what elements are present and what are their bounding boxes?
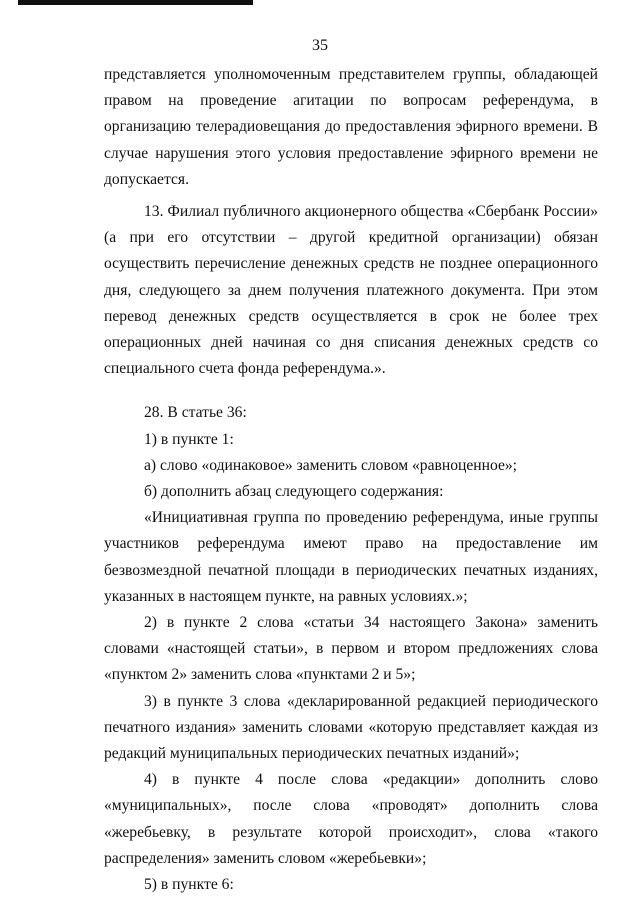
paragraph-subitem-2: 2) в пункте 2 слова «статьи 34 настоящего Закона» заменить словами «настоящей статьи», в первом и втором предложениях слова «пунктом 2» заменить слова «пунктами 2 и 5»; bbox=[104, 614, 598, 684]
paragraph-item-13: 13. Филиал публичного акционерного общества «Сбербанк России» (а при его отсутствии – другой кредитной организации) обязан осуществить перечисление денежных средств не позднее операционного дня, следующего за днем получения платежного документа. При этом перевод денежных средств осуществляется в срок не более трех операционных дней начиная со дня списания денежных средств со специального счета фонда референдума.». bbox=[104, 203, 598, 378]
paragraph-subitem-4: 4) в пункте 4 после слова «редакции» дополнить слово «муниципальных», после слова «проводят» дополнить слова «жеребьевку, в результате которой происходит», слова «такого распределения» заменить словом «жеребьевки»; bbox=[104, 771, 598, 867]
spacer bbox=[104, 382, 598, 400]
paragraph-subitem-a: а) слово «одинаковое» заменить словом «равноценное»; bbox=[144, 456, 518, 474]
page-number: 35 bbox=[312, 37, 328, 54]
document-body bbox=[104, 62, 598, 898]
paragraph-subitem-b: б) дополнить абзац следующего содержания: bbox=[144, 483, 444, 501]
paragraph-subitem-5: 5) в пункте 6: bbox=[144, 876, 234, 894]
top-border-rule bbox=[18, 0, 253, 5]
paragraph-quote: «Инициативная группа по проведению референдума, иные группы участников референдума имеют право на предоставление им безвозмездной печатной площади в периодических печатных изданиях, указанных в настоящем пункте, на равных условиях.»; bbox=[104, 509, 598, 605]
paragraph-subitem-3: 3) в пункте 3 слова «декларированной редакцией периодического печатного издания» заменить словами «которую представляет каждая из редакций муниципальных периодических печатных изданий»; bbox=[104, 692, 598, 763]
paragraph-article-28: 28. В статье 36: bbox=[144, 404, 247, 422]
paragraph-continuation: представляется уполномоченным представителем группы, обладающей правом на проведение агитации по вопросам референдума, в организацию телерадиовещания до предоставления эфирного времени. В случае нарушения этого условия предоставление эфирного времени не допускается. bbox=[104, 66, 598, 188]
paragraph-subitem-1: 1) в пункте 1: bbox=[144, 430, 234, 448]
